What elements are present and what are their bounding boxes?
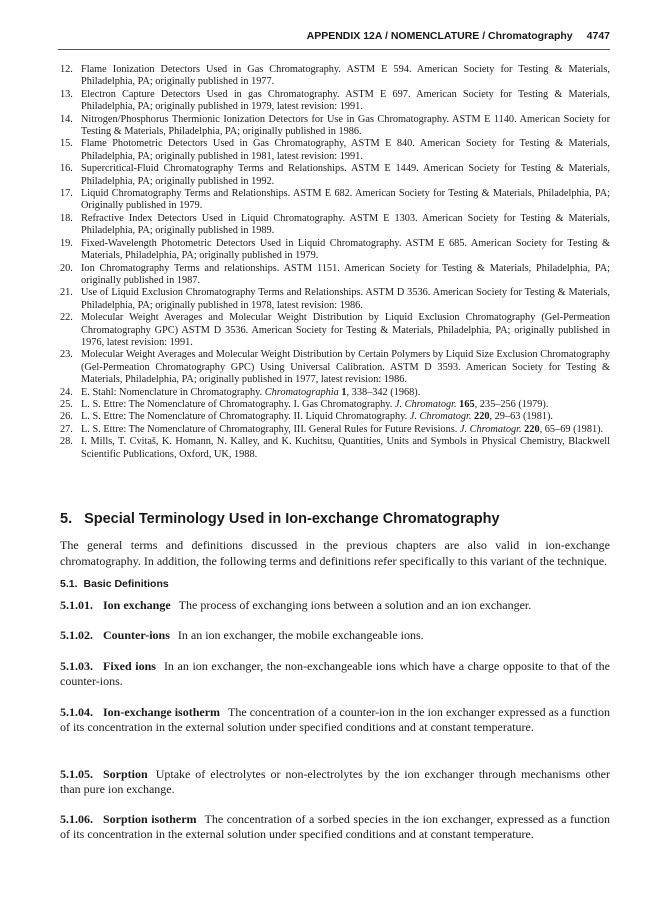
- reference-item: [60, 89, 610, 114]
- reference-text: [81, 411, 610, 423]
- definition-term: Ion exchange: [103, 598, 171, 612]
- definition-text: The concentration of a counter-ion in the ion exchanger expressed as a function of its concentration in the external solution under specified conditions and at constant temperature.: [60, 705, 611, 734]
- reference-number: 22.: [60, 312, 73, 324]
- reference-number: 14.: [60, 113, 73, 125]
- definition-number: 5.1.04.: [60, 705, 93, 719]
- section-title: Special Terminology Used in Ion-exchange Chromatography: [84, 511, 500, 527]
- definition-text: The process of exchanging ions between a solution and an ion exchanger.: [178, 598, 532, 612]
- definition-text: In an ion exchanger, the non-exchangeable ions which have a charge opposite to that of the counter-ions.: [60, 659, 610, 688]
- reference-text: Flame Photometric Detectors Used in Gas Chromatography, ASTM E 840. American Society for Testing & Materials, Philadelphia, PA; originally published in 1981, latest revision: 1991.: [81, 138, 610, 162]
- reference-item: [60, 387, 610, 399]
- reference-item: [60, 213, 610, 238]
- reference-pages-year: , 338–342 (1968).: [346, 386, 421, 398]
- reference-number: 12.: [60, 64, 73, 75]
- reference-number: 27.: [60, 423, 73, 435]
- reference-item: [60, 399, 610, 411]
- definition-term: Sorption: [103, 767, 148, 781]
- reference-number: 19.: [60, 237, 73, 249]
- definition-counter-ions: [60, 628, 610, 643]
- definition-text: In an ion exchanger, the mobile exchangeable ions.: [177, 628, 424, 642]
- reference-text: Nitrogen/Phosphorus Thermionic Ionization Detectors for Use in Gas Chromatography. ASTM E 1140. American Society for Testing & Materials, Philadelphia, PA; originally published in 1986.: [81, 113, 610, 138]
- journal-volume: 165: [456, 398, 475, 410]
- reference-number: 23.: [60, 349, 73, 361]
- reference-item: [60, 436, 610, 461]
- reference-text: Ion Chromatography Terms and relationships. ASTM 1151. American Society for Testing & Materials, Philadelphia, PA; originally published in 1987.: [81, 262, 610, 286]
- reference-number: 20.: [60, 262, 73, 274]
- reference-item: [60, 312, 610, 349]
- subsection-title: Basic Definitions: [83, 578, 169, 590]
- subsection-number: 5.1.: [60, 578, 78, 590]
- definition-text: Uptake of electrolytes or non-electrolytes by the ion exchanger through mechanisms other than pure ion exchange.: [60, 767, 610, 796]
- definition-term: Fixed ions: [103, 659, 156, 673]
- reference-text: Supercritical-Fluid Chromatography Terms and Relationships. ASTM E 1449. American Society for Testing & Materials, Philadelphia, PA; originally published in 1992.: [81, 163, 610, 187]
- reference-authors-title: L. S. Ettre: The Nomenclature of Chromatography, III. General Rules for Future Revisions.: [81, 423, 460, 435]
- running-header: [58, 30, 610, 50]
- definition-term: Ion-exchange isotherm: [103, 705, 221, 719]
- definition-term: Counter-ions: [103, 628, 170, 642]
- reference-item: [60, 138, 610, 163]
- reference-text: Use of Liquid Exclusion Chromatography Terms and Relationships. ASTM D 3536. American Society for Testing & Materials, Philadelphia, PA; originally published in 1978, latest revision: 1986.: [81, 287, 610, 311]
- subsection-heading: [60, 578, 169, 590]
- definition-number: 5.1.01.: [60, 598, 93, 612]
- reference-item: [60, 287, 610, 312]
- reference-number: 17.: [60, 188, 73, 200]
- reference-pages-year: , 29–63 (1981).: [489, 411, 553, 423]
- reference-item: [60, 349, 610, 386]
- definition-fixed-ions: [60, 659, 610, 689]
- journal-volume: 220: [471, 411, 490, 423]
- reference-number: 24.: [60, 386, 73, 398]
- reference-text: Electron Capture Detectors Used in gas Chromatography. ASTM E 697. American Society for Testing & Materials, Philadelphia, PA; originally published in 1979, latest revision: 1991.: [81, 88, 610, 113]
- reference-item: [60, 411, 610, 423]
- definition-ion-exchange: [60, 598, 610, 613]
- running-title: APPENDIX 12A / NOMENCLATURE / Chromatography: [306, 30, 573, 42]
- reference-item: [60, 263, 610, 288]
- journal-volume: 1: [338, 386, 347, 398]
- definition-sorption-isotherm: [60, 812, 610, 842]
- definition-number: 5.1.03.: [60, 659, 93, 673]
- page-number: 4747: [586, 30, 610, 42]
- reference-text: [81, 399, 610, 411]
- reference-text: [81, 387, 610, 399]
- reference-pages-year: , 235–256 (1979).: [474, 398, 549, 410]
- reference-number: 25.: [60, 398, 73, 410]
- reference-text: I. Mills, T. Cvitaš, K. Homann, N. Kalley, and K. Kuchitsu, Quantities, Units and Symbols in Physical Chemistry, Blackwell Scientific Publications, Oxford, UK, 1988.: [81, 436, 610, 460]
- reference-number: 26.: [60, 411, 73, 423]
- reference-text: Flame Ionization Detectors Used in Gas Chromatography. ASTM E 594. American Society for Testing & Materials, Philadelphia, PA; originally published in 1977.: [81, 64, 610, 88]
- reference-item: [60, 163, 610, 188]
- definition-term: Sorption isotherm: [103, 812, 197, 826]
- reference-item: [60, 424, 610, 436]
- reference-item: [60, 114, 610, 139]
- reference-number: 13.: [60, 88, 73, 100]
- reference-authors-title: E. Stahl: Nomenclature in Chromatography.: [81, 386, 265, 398]
- section-intro: The general terms and definitions discussed in the previous chapters are also valid in ion-exchange chromatography. In addition, the following terms and definitions refer specifically to this variant of the technique.: [60, 538, 610, 568]
- reference-text: Molecular Weight Averages and Molecular Weight Distribution by Liquid Exclusion Chromatography (Gel-Permeation Chromatography GPC) ASTM D 3536. American Society for Testing & Materials, Philadelphia, PA; originally published in 1976, latest revision: 1991.: [81, 312, 610, 348]
- reference-text: [81, 424, 610, 436]
- journal-name: J. Chromatogr.: [459, 423, 522, 435]
- reference-item: [60, 64, 610, 89]
- journal-name: Chromatographia: [264, 386, 339, 398]
- journal-name: J. Chromatogr.: [409, 411, 472, 423]
- reference-authors-title: L. S. Ettre: The Nomenclature of Chromatography. I. Gas Chromatography.: [81, 398, 395, 410]
- reference-authors-title: L. S. Ettre: The Nomenclature of Chromatography. II. Liquid Chromatography.: [81, 411, 410, 423]
- reference-text: Refractive Index Detectors Used in Liquid Chromatography. ASTM E 1303. American Society for Testing & Materials, Philadelphia, PA; originally published in 1989.: [81, 212, 610, 237]
- reference-number: 28.: [60, 436, 73, 448]
- journal-name: J. Chromatogr.: [394, 398, 457, 410]
- reference-number: 16.: [60, 163, 73, 175]
- section-heading: [60, 511, 610, 527]
- reference-number: 21.: [60, 287, 73, 299]
- reference-item: [60, 188, 610, 213]
- reference-list: [60, 64, 610, 461]
- reference-pages-year: , 65–69 (1981).: [539, 423, 604, 435]
- definition-number: 5.1.05.: [60, 767, 93, 781]
- definition-sorption: [60, 767, 610, 797]
- reference-text: Molecular Weight Averages and Molecular Weight Distribution by Certain Polymers by Liquid Size Exclusion Chromatography (Gel-Permeation Chromatography GPC) Using Universal Calibration. ASTM D 3593. American Society for Testing & Materials, Philadelphia, PA; originally published in 1977, latest revision: 1986.: [81, 349, 610, 386]
- section-number: 5.: [60, 511, 73, 527]
- reference-number: 18.: [60, 212, 73, 224]
- journal-volume: 220: [521, 423, 540, 435]
- reference-number: 15.: [60, 138, 73, 150]
- reference-item: [60, 238, 610, 263]
- definition-text: The concentration of a sorbed species in the ion exchanger, expressed as a function of its concentration in the external solution under specified conditions and at constant temperature.: [60, 812, 611, 841]
- reference-text: Fixed-Wavelength Photometric Detectors Used in Liquid Chromatography. ASTM E 685. American Society for Testing & Materials, Philadelphia, PA; originally published in 1979.: [81, 237, 610, 262]
- definition-ion-exchange-isotherm: [60, 705, 610, 735]
- definition-number: 5.1.06.: [60, 812, 93, 826]
- reference-text: Liquid Chromatography Terms and Relationships. ASTM E 682. American Society for Testing & Materials, Philadelphia, PA; Originally published in 1979.: [81, 188, 610, 212]
- definition-number: 5.1.02.: [60, 628, 93, 642]
